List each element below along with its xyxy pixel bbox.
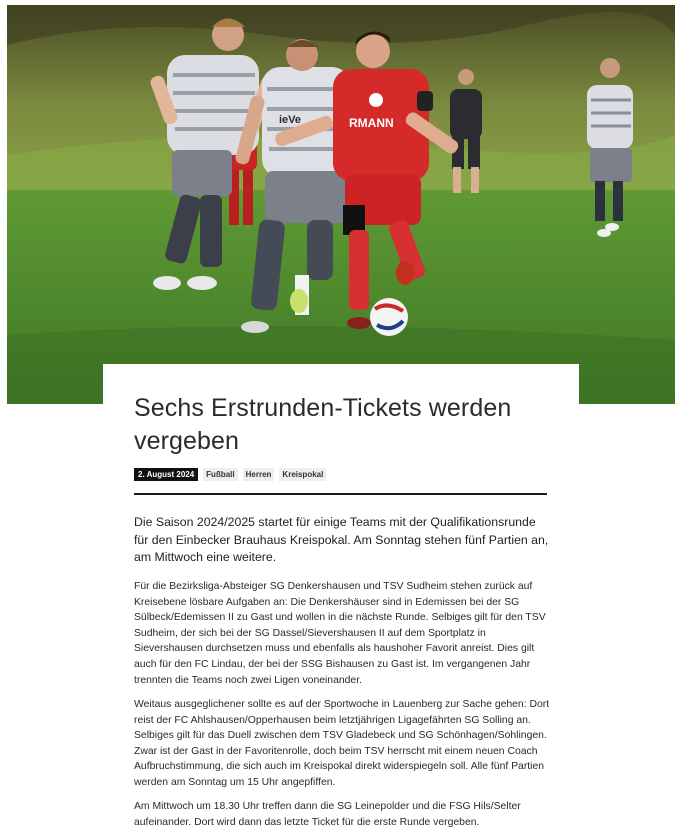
jersey-sponsor-text: RMANN: [349, 116, 394, 130]
article-date-badge: 2. August 2024: [134, 468, 198, 481]
tag-kreispokal[interactable]: Kreispokal: [279, 468, 326, 481]
article-lead: Die Saison 2024/2025 startet für einige Teams mit der Qualifikationsrunde für den Einbecker Brauhaus Kreispokal. Am Sonntag stehen fünf Partien an, am Mittwoch eine weitere.: [134, 515, 549, 564]
article-meta: [134, 468, 326, 481]
tag-fussball[interactable]: Fußball: [203, 468, 237, 481]
hero-photo: [7, 5, 675, 404]
football-match-photo: [7, 5, 675, 404]
title-divider: [134, 493, 547, 495]
svg-text:ieVe: ieVe: [279, 114, 302, 126]
article-paragraph: Am Mittwoch um 18.30 Uhr treffen dann die SG Leinepolder und die FSG Hils/Selter aufeinander. Dort wird dann das letzte Ticket für die erste Runde vergeben.: [134, 801, 521, 828]
article-paragraph: Für die Bezirksliga-Absteiger SG Denkershausen und TSV Sudheim stehen zurück auf Kreisebene lösbare Aufgaben an: Die Denkershäuser sind in Edemissen bei der SG Sülbeck/Edemissen II zu Gast und wollen in die nächste Runde. Selbiges gilt für den TSV Sudheim, der sich bei der SG Dassel/Sievershausen II auf dem Sportplatz in Sievershausen durchsetzen muss und ebenfalls als haushoher Favorit anreist. Dies gilt auch für den FC Lindau, der bei der SSG Bishausen zu Gast ist. Im vergangenen Jahr trennten die Teams noch zwei Ligen voneinander.: [134, 581, 546, 686]
article-paragraph: Weitaus ausgeglichener sollte es auf der Sportwoche in Lauenberg zur Sache gehen: Dort reist der FC Ahlshausen/Opperhausen beim letztjährigen Ligagefährten SG Solling an. Selbiges gilt für das Duell zwischen dem TSV Gladebeck und SG Schönhagen/Sohlingen. Zwar ist der Gast in der Favoritenrolle, doch beim TSV herrscht mit einem neuen Coach Aufbruchstimmung, die sich auch im Kreispokal direkt widerspiegeln soll. Alle fünf Partien werden am Sonntag um 15 Uhr angepfiffen.: [134, 699, 550, 788]
article-title: Sechs Erstrunden-Tickets werden vergeben: [134, 394, 512, 455]
tag-herren[interactable]: Herren: [243, 468, 275, 481]
football-ball: [370, 298, 408, 336]
